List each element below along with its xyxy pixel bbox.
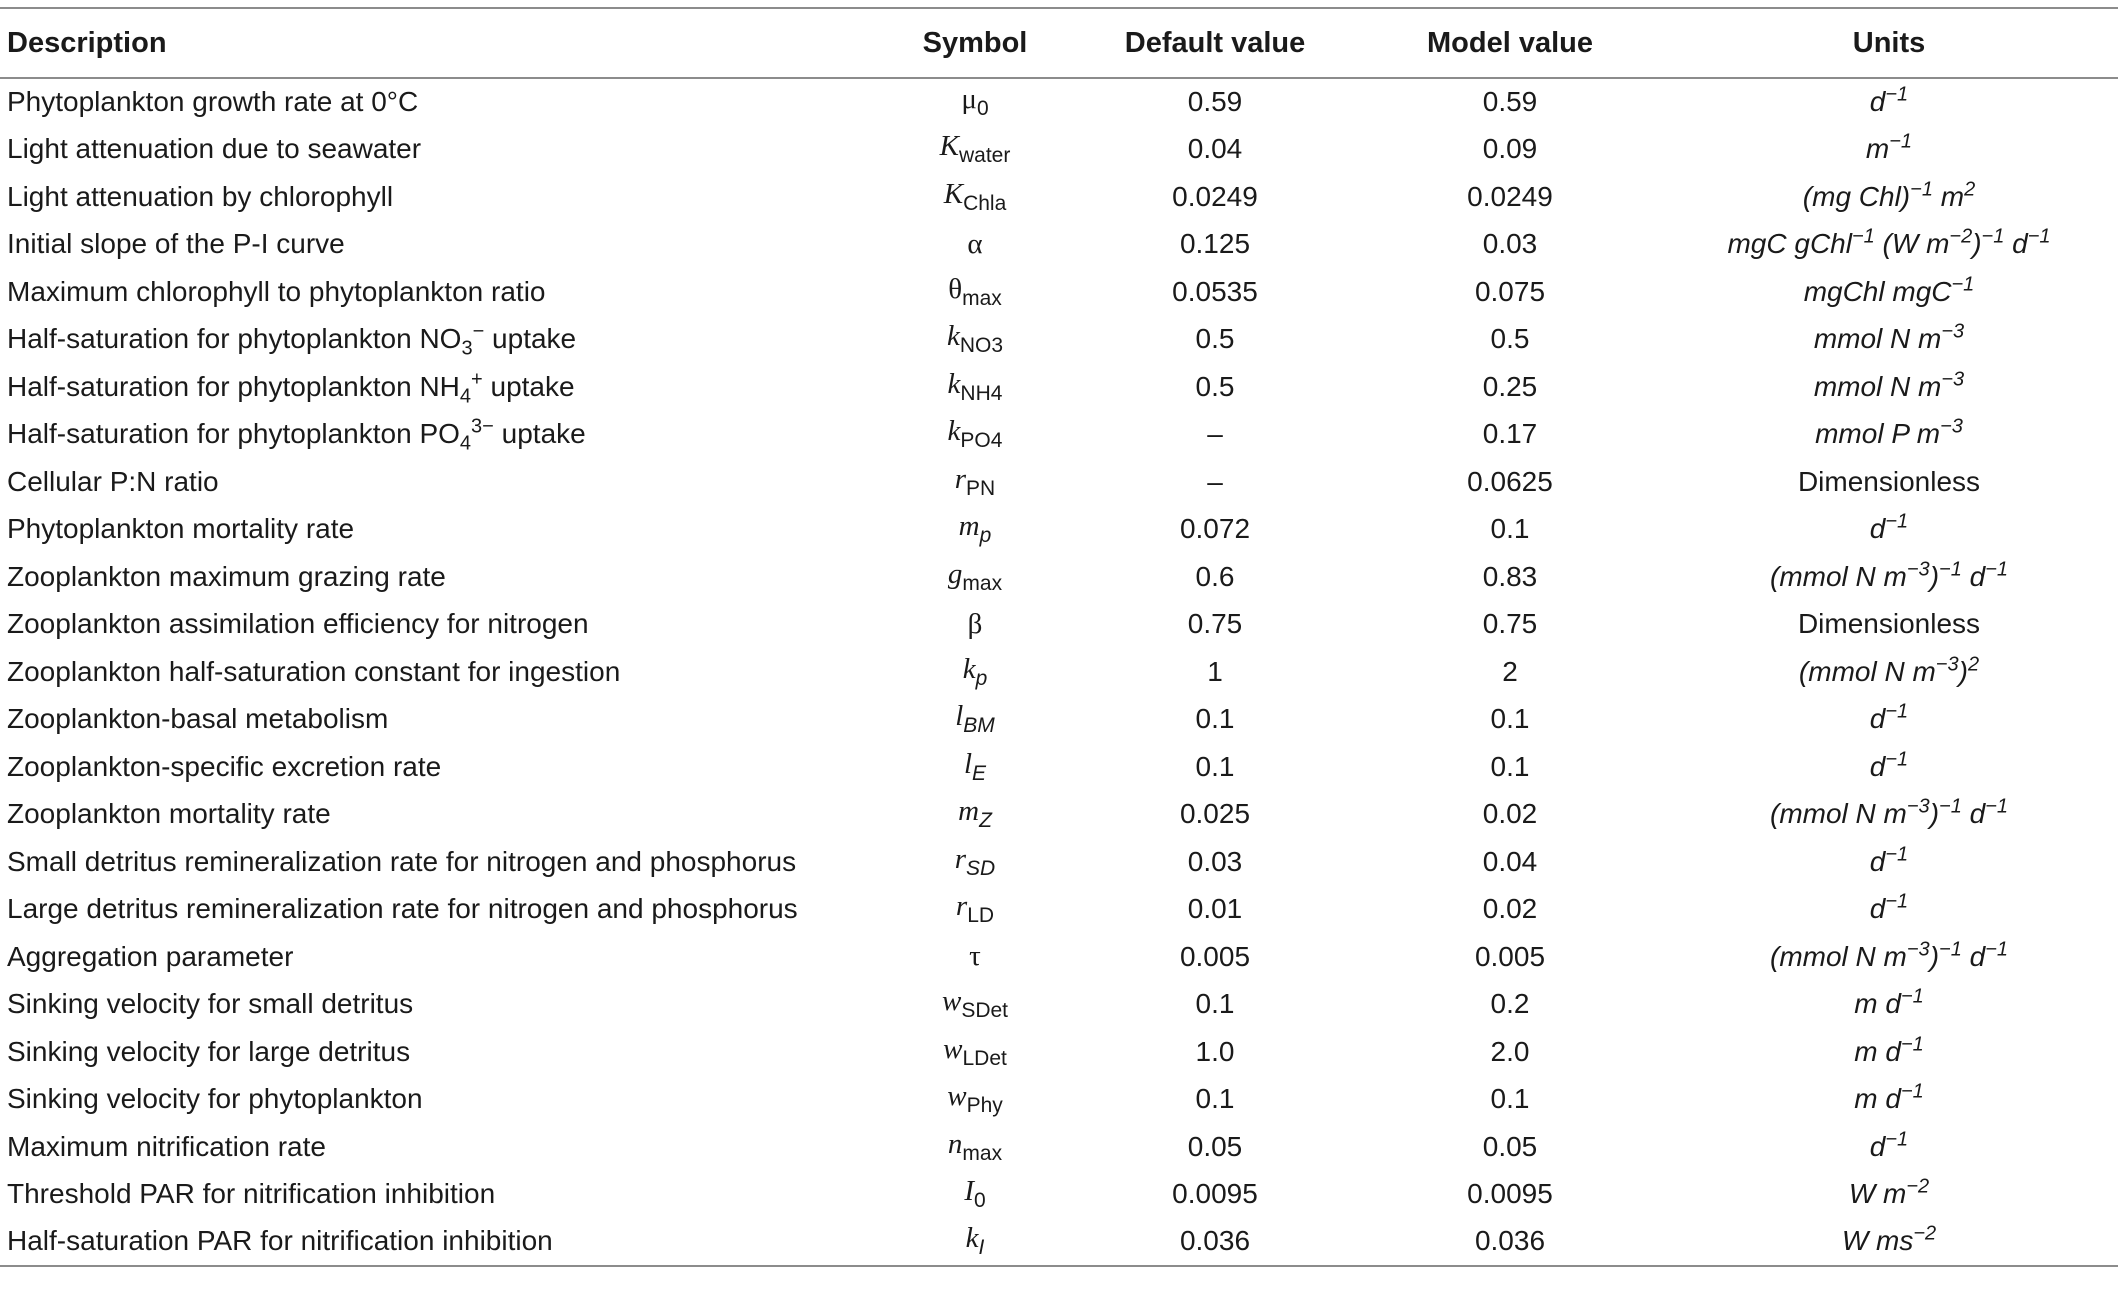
table-row — [0, 268, 2118, 316]
cell-description: Half-saturation for phytoplankton $NH_4^+$ uptake — [7, 368, 575, 408]
symbol-subscript: BM — [963, 714, 995, 738]
cell-symbol — [880, 791, 1070, 839]
table-row — [0, 1123, 2118, 1171]
symbol-base: α — [967, 227, 983, 260]
header-symbol: Symbol — [922, 26, 1028, 59]
table-row — [0, 981, 2118, 1029]
cell-model-value: 0.02 — [1482, 798, 1538, 830]
table-row — [0, 221, 2118, 269]
symbol-subscript: NH4 — [960, 381, 1003, 405]
table-row — [0, 553, 2118, 601]
cell-units: Dimensionless — [1797, 608, 1981, 640]
cell-default-value: 0.03 — [1187, 845, 1243, 877]
cell-model-value: 2.0 — [1490, 1035, 1530, 1067]
symbol-base: K — [939, 130, 959, 163]
cell-units: (mg Chl)$^{-1}$ $m^2$ — [1802, 178, 1976, 212]
cell-description: Half-saturation PAR for nitrification inhibition — [7, 1225, 553, 1257]
cell-default-value: 0.6 — [1195, 560, 1235, 592]
symbol-base: θ — [948, 272, 963, 305]
cell-default-value: 0.005 — [1179, 940, 1251, 972]
cell-default-value: – — [1207, 465, 1223, 497]
cell-model-value: 0.1 — [1490, 750, 1530, 782]
cell-units: $d^{-1}$ — [1869, 748, 1909, 782]
symbol-subscript: Z — [979, 809, 992, 833]
cell-model-value: 0.75 — [1482, 608, 1538, 640]
cell-symbol — [880, 1218, 1070, 1266]
cell-description: Threshold PAR for nitrification inhibition — [7, 1178, 496, 1210]
table-row — [0, 838, 2118, 886]
symbol-base: m — [958, 795, 980, 828]
cell-symbol — [880, 1028, 1070, 1076]
cell-model-value: 0.005 — [1474, 940, 1546, 972]
cell-units: W $m^{-2}$ — [1848, 1175, 1930, 1210]
cell-model-value: 0.25 — [1482, 370, 1538, 402]
table-row — [0, 506, 2118, 554]
header-default-value: Default value — [1124, 26, 1306, 59]
cell-model-value: 0.03 — [1482, 228, 1538, 260]
cell-default-value: 0.125 — [1179, 228, 1251, 260]
cell-default-value: 0.0249 — [1172, 180, 1258, 212]
cell-symbol — [880, 553, 1070, 601]
cell-model-value: 0.59 — [1482, 86, 1538, 118]
cell-units: $d^{-1}$ — [1869, 700, 1909, 735]
table-row — [0, 648, 2118, 696]
cell-symbol — [880, 78, 1070, 126]
cell-model-value: 0.036 — [1474, 1225, 1546, 1257]
symbol-subscript: max — [962, 1141, 1003, 1165]
cell-model-value: 0.04 — [1482, 845, 1538, 877]
cell-default-value: 0.0535 — [1172, 275, 1258, 307]
cell-model-value: 0.075 — [1474, 275, 1546, 307]
parameter-table-container — [0, 7, 2118, 1267]
cell-description: Small detritus remineralization rate for nitrogen and phosphorus — [7, 845, 797, 877]
symbol-subscript: LD — [967, 904, 995, 928]
cell-description: Maximum nitrification rate — [7, 1130, 326, 1162]
cell-symbol — [880, 363, 1070, 411]
cell-default-value: 0.1 — [1195, 703, 1235, 735]
symbol-subscript: E — [972, 761, 987, 785]
cell-description: Phytoplankton mortality rate — [7, 513, 355, 545]
cell-default-value: 0.072 — [1179, 513, 1251, 545]
symbol-base: μ — [961, 83, 977, 116]
cell-symbol — [880, 838, 1070, 886]
symbol-base: m — [958, 510, 980, 543]
header-description: Description — [7, 26, 167, 59]
table-row — [0, 1028, 2118, 1076]
table-row — [0, 601, 2118, 649]
cell-default-value: 0.59 — [1187, 86, 1243, 118]
cell-units: mmol P $m^{-3}$ — [1815, 415, 1963, 450]
cell-symbol — [880, 411, 1070, 459]
symbol-base: k — [946, 320, 960, 353]
symbol-subscript: max — [962, 286, 1002, 310]
table-row — [0, 126, 2118, 174]
cell-symbol — [880, 648, 1070, 696]
cell-units: $d^{-1}$ — [1869, 843, 1909, 877]
cell-description: Light attenuation by chlorophyll — [7, 180, 394, 212]
table-row — [0, 363, 2118, 411]
header-model-value: Model value — [1427, 26, 1593, 59]
table-row — [0, 933, 2118, 981]
cell-default-value: 0.025 — [1179, 798, 1251, 830]
table-header — [0, 8, 2118, 78]
symbol-base: n — [947, 1127, 963, 1160]
cell-description: Zooplankton mortality rate — [7, 798, 331, 830]
cell-units: (mmol N $m^{-3})^{-1}$ $d^{-1}$ — [1770, 795, 2008, 830]
cell-default-value: 0.1 — [1195, 750, 1235, 782]
cell-description: Large detritus remineralization rate for nitrogen and phosphorus — [7, 893, 798, 925]
cell-units: $d^{-1}$ — [1869, 510, 1909, 545]
table-row — [0, 1218, 2118, 1266]
symbol-base: w — [947, 1080, 967, 1113]
cell-units: $d^{-1}$ — [1869, 83, 1909, 118]
cell-units: mgC gChl$^{-1}$ (W $m^{-2})^{-1}$ $d^{-1}$ — [1727, 225, 2051, 260]
cell-default-value: 1 — [1207, 655, 1223, 687]
symbol-base: k — [962, 652, 976, 685]
cell-model-value: 0.0625 — [1467, 465, 1553, 497]
cell-description: Aggregation parameter — [7, 940, 294, 972]
cell-model-value: 0.09 — [1482, 133, 1538, 165]
symbol-subscript: SD — [966, 856, 996, 880]
table-row — [0, 458, 2118, 506]
symbol-base: k — [947, 415, 961, 448]
cell-default-value: 0.1 — [1195, 988, 1235, 1020]
symbol-base: l — [955, 700, 964, 733]
symbol-base: k — [947, 367, 961, 400]
cell-default-value: 0.5 — [1195, 370, 1235, 402]
symbol-subscript: p — [979, 524, 992, 548]
cell-symbol — [880, 268, 1070, 316]
symbol-base: r — [955, 890, 968, 923]
cell-default-value: 0.5 — [1195, 323, 1235, 355]
cell-symbol — [880, 601, 1070, 649]
cell-symbol — [880, 1123, 1070, 1171]
cell-model-value: 0.1 — [1490, 513, 1530, 545]
symbol-base: w — [941, 985, 962, 1018]
symbol-base: k — [965, 1222, 979, 1255]
cell-model-value: 0.0095 — [1467, 1178, 1553, 1210]
symbol-subscript: LDet — [962, 1046, 1007, 1070]
cell-units: m $d^{-1}$ — [1854, 1080, 1924, 1115]
symbol-subscript: max — [962, 571, 1003, 595]
cell-units: m $d^{-1}$ — [1854, 1033, 1924, 1067]
symbol-subscript: Chla — [963, 191, 1007, 215]
table-row — [0, 78, 2118, 126]
cell-description: Light attenuation due to seawater — [7, 133, 422, 165]
cell-symbol — [880, 173, 1070, 221]
cell-model-value: 0.5 — [1490, 323, 1530, 355]
cell-units: (mmol N $m^{-3})^{-1}$ $d^{-1}$ — [1770, 558, 2008, 592]
symbol-subscript: PO4 — [960, 429, 1003, 453]
cell-model-value: 0.1 — [1490, 1083, 1530, 1115]
symbol-base: K — [943, 177, 964, 210]
cell-description: Maximum chlorophyll to phytoplankton ratio — [7, 275, 546, 307]
cell-units: Dimensionless — [1797, 465, 1981, 497]
cell-units: m $d^{-1}$ — [1854, 985, 1924, 1020]
cell-units: $d^{-1}$ — [1869, 890, 1909, 925]
cell-symbol — [880, 126, 1070, 174]
symbol-base: l — [963, 747, 973, 780]
table-row — [0, 886, 2118, 934]
table-row — [0, 696, 2118, 744]
cell-description: Phytoplankton growth rate at 0°C — [7, 86, 419, 118]
cell-description: Initial slope of the P-I curve — [7, 228, 345, 260]
symbol-base: τ — [969, 940, 981, 973]
header-units: Units — [1852, 26, 1926, 59]
cell-default-value: 0.1 — [1195, 1083, 1235, 1115]
cell-model-value: 0.1 — [1490, 703, 1530, 735]
cell-symbol — [880, 1076, 1070, 1124]
table-row — [0, 173, 2118, 221]
cell-default-value: 1.0 — [1195, 1035, 1235, 1067]
cell-default-value: 0.04 — [1187, 133, 1243, 165]
cell-symbol — [880, 933, 1070, 981]
table-body — [0, 78, 2118, 1266]
symbol-subscript: p — [975, 666, 988, 690]
cell-default-value: 0.0095 — [1172, 1178, 1258, 1210]
cell-units: (mmol N $m^{-3})^2$ — [1798, 653, 1980, 687]
table-row — [0, 743, 2118, 791]
cell-units: $d^{-1}$ — [1869, 1128, 1909, 1162]
cell-units: $m^{-1}$ — [1865, 130, 1913, 165]
symbol-base: β — [967, 607, 983, 640]
symbol-base: I — [964, 1175, 974, 1208]
cell-model-value: 0.17 — [1482, 418, 1538, 450]
cell-units: mgChl mgC$^{-1}$ — [1803, 273, 1975, 307]
cell-description: Zooplankton-basal metabolism — [7, 703, 389, 735]
cell-default-value: 0.75 — [1187, 608, 1243, 640]
cell-model-value: 0.2 — [1490, 988, 1530, 1020]
table-row — [0, 316, 2118, 364]
cell-symbol — [880, 316, 1070, 364]
parameter-table — [0, 7, 2118, 1267]
symbol-base: g — [947, 557, 963, 590]
cell-default-value: 0.01 — [1187, 893, 1243, 925]
cell-default-value: 0.036 — [1179, 1225, 1251, 1257]
cell-description: Sinking velocity for large detritus — [7, 1035, 411, 1067]
header-row — [0, 8, 2118, 78]
symbol-subscript: SDet — [961, 999, 1009, 1023]
symbol-subscript: PN — [966, 476, 996, 500]
cell-units: mmol N $m^{-3}$ — [1813, 368, 1965, 402]
cell-description: Zooplankton assimilation efficiency for nitrogen — [7, 608, 589, 640]
cell-symbol — [880, 886, 1070, 934]
symbol-subscript: 0 — [973, 1189, 986, 1213]
symbol-subscript: Phy — [966, 1094, 1003, 1118]
cell-symbol — [880, 696, 1070, 744]
cell-description: Cellular P:N ratio — [7, 465, 219, 497]
cell-units: W $ms^{-2}$ — [1841, 1222, 1937, 1257]
cell-default-value: 0.05 — [1187, 1130, 1243, 1162]
cell-units: (mmol N $m^{-3})^{-1}$ $d^{-1}$ — [1770, 938, 2008, 972]
cell-description: Sinking velocity for small detritus — [7, 988, 414, 1020]
cell-model-value: 0.83 — [1482, 560, 1538, 592]
cell-model-value: 0.05 — [1482, 1130, 1538, 1162]
cell-symbol — [880, 506, 1070, 554]
cell-default-value: – — [1207, 418, 1223, 450]
symbol-base: r — [954, 462, 967, 495]
cell-symbol — [880, 221, 1070, 269]
table-row — [0, 1171, 2118, 1219]
table-row — [0, 411, 2118, 459]
symbol-subscript: NO3 — [959, 334, 1004, 358]
cell-units: mmol N $m^{-3}$ — [1813, 320, 1965, 355]
symbol-base: w — [943, 1032, 963, 1065]
cell-symbol — [880, 458, 1070, 506]
cell-model-value: 2 — [1502, 655, 1518, 687]
cell-description: Zooplankton half-saturation constant for ingestion — [7, 655, 621, 687]
cell-symbol — [880, 743, 1070, 791]
symbol-subscript: 0 — [976, 97, 989, 121]
cell-description: Zooplankton-specific excretion rate — [7, 750, 442, 782]
symbol-subscript: I — [978, 1236, 985, 1260]
cell-description: Half-saturation for phytoplankton $PO_4^{3-}$ uptake — [7, 415, 586, 455]
cell-description: Half-saturation for phytoplankton $NO_3^-$ uptake — [7, 320, 577, 360]
table-row — [0, 791, 2118, 839]
cell-symbol — [880, 1171, 1070, 1219]
cell-description: Sinking velocity for phytoplankton — [7, 1083, 423, 1115]
cell-model-value: 0.0249 — [1467, 180, 1553, 212]
cell-description: Zooplankton maximum grazing rate — [7, 560, 446, 592]
cell-symbol — [880, 981, 1070, 1029]
symbol-subscript: water — [958, 144, 1011, 168]
cell-model-value: 0.02 — [1482, 893, 1538, 925]
table-row — [0, 1076, 2118, 1124]
symbol-base: r — [954, 842, 967, 875]
